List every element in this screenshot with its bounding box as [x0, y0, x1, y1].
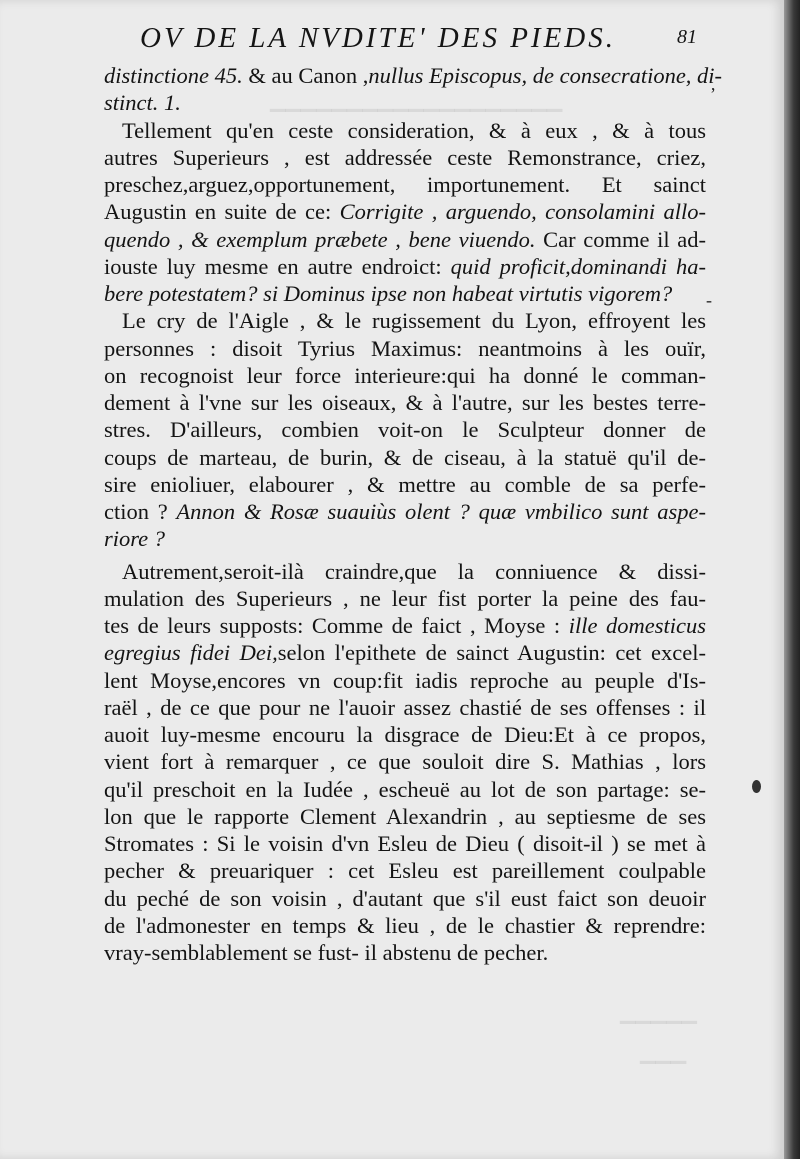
text-line: [104, 171, 706, 198]
text-line: [104, 585, 706, 612]
text-line: [104, 389, 706, 416]
roman-run: Stromates : Si le voisin d'vn Esleu de Dieu ( disoit-il ) se met à: [104, 831, 706, 856]
text-line: [104, 721, 706, 748]
roman-run: pecher & preuariquer : cet Esleu est pareillement coulpable: [104, 858, 706, 884]
text-line: [104, 280, 706, 307]
italic-run: quendo , & exemplum præbete , bene viuendo.: [104, 226, 536, 252]
roman-run: & au Canon ,: [242, 63, 369, 88]
roman-run: de l'admonester en temps & lieu , de le chastier & reprendre:: [104, 912, 706, 938]
page-number: 81: [677, 26, 697, 48]
text-line: [104, 416, 706, 443]
roman-run: Le cry de l'Aigle , & le rugissement du Lyon, effroyent les: [122, 308, 706, 334]
text-line: [104, 253, 706, 280]
roman-run: Augustin en suite de ce:: [104, 199, 340, 225]
roman-run: mulation des Superieurs , ne leur fist porter la peine des fau-: [104, 585, 706, 611]
roman-run: Tellement qu'en ceste consideration, & à eux , & à tous: [122, 117, 706, 143]
italic-run: distinctione 45.: [104, 63, 243, 88]
italic-run: Annon & Rosæ suauiùs olent ? quæ vmbilico sunt aspe-: [176, 499, 706, 524]
text-line: [104, 857, 706, 884]
text-line: [104, 525, 706, 552]
roman-run: raël , de ce que pour ne l'auoir assez chastié de ses offenses : il: [104, 694, 706, 720]
running-title: OV DE LA NVDITE' DES PIEDS.: [140, 22, 616, 54]
paragraph: [104, 117, 706, 308]
text-line: [104, 803, 706, 830]
show-through-text: ▁▁▁▁▁: [620, 1002, 697, 1024]
text-line: [104, 362, 706, 389]
italic-run: stinct. 1.: [104, 90, 181, 116]
roman-run: du peché de son voisin , d'autant que s'il eust faict son deuoir: [104, 885, 706, 911]
roman-run: ction ?: [104, 499, 177, 524]
italic-run: ille domesticus: [568, 613, 706, 638]
roman-run: personnes : disoit Tyrius Maximus: neantmoins à les ouïr,: [104, 335, 706, 361]
italic-run: nullus Episcopus, de consecratione, di-: [368, 63, 723, 88]
running-head: [140, 22, 700, 58]
roman-run: on recognoist leur force interieure:qui ha donné le comman-: [104, 362, 706, 388]
roman-run: tes de leurs supposts: Comme de faict , Moyse :: [104, 613, 569, 638]
roman-run: lent Moyse,encores vn coup:fit iadis reproche au peuple d'Is-: [104, 667, 706, 693]
roman-run: Car comme il ad-: [535, 226, 706, 252]
text-line: [104, 226, 706, 253]
text-line: [104, 307, 706, 334]
ink-spot: [752, 780, 761, 793]
text-line: [104, 498, 706, 525]
roman-run: iouste luy mesme en autre endroict:: [104, 253, 451, 279]
text-line: [104, 144, 706, 171]
text-line: [104, 335, 706, 362]
text-line: [104, 444, 706, 471]
roman-run: preschez,arguez,opportunement, importunement. Et sainct: [104, 172, 706, 197]
text-line: [104, 558, 706, 585]
italic-run: quid proficit,dominandi ha-: [450, 253, 706, 279]
roman-run: qu'il preschoit en la Iudée , escheuë au lot de son partage: se-: [104, 776, 706, 802]
roman-run: autres Superieurs , est addressée ceste Remonstrance, criez,: [104, 144, 706, 170]
text-line: [104, 939, 706, 966]
roman-run: vray-semblablement se fust- il abstenu de pecher.: [104, 940, 549, 965]
text-line: [104, 694, 706, 721]
text-line: [104, 830, 706, 857]
roman-run: stres. D'ailleurs, combien voit-on le Sculpteur donner de: [104, 417, 706, 443]
margin-dash-mark: -: [706, 290, 712, 310]
roman-run: vient fort à remarquer , ce que souloit dire S. Mathias , lors: [104, 749, 706, 775]
text-line: [104, 471, 706, 498]
text-line: [104, 912, 706, 939]
text-line: [104, 639, 706, 666]
roman-run: coups de marteau, de burin, & de ciseau, à la statuë qu'il de-: [104, 444, 706, 470]
show-through-text: ▁▁▁▁▁▁▁▁▁▁▁▁▁▁▁▁▁▁▁: [270, 90, 563, 112]
roman-run: sire enioliuer, elabourer , & mettre au comble de sa perfe-: [104, 471, 706, 497]
italic-run: riore ?: [104, 526, 166, 552]
text-line: [104, 748, 706, 775]
text-line: [104, 198, 706, 225]
roman-run: selon l'epithete de sainct Augustin: cet excel-: [277, 640, 706, 666]
page-edge-shadow: [784, 0, 800, 1159]
roman-run: dement à l'vne sur les oiseaux, & à l'autre, sur les bestes terre-: [104, 390, 706, 415]
text-line: [104, 612, 706, 639]
text-line: [104, 62, 723, 89]
roman-run: Autrement,seroit-ilà craindre,que la conniuence & dissi-: [122, 558, 706, 584]
text-line: [104, 667, 706, 694]
italic-run: bere potestatem? si Dominus ipse non habeat virtutis vigorem?: [104, 281, 673, 306]
paragraph: [104, 558, 706, 967]
roman-run: auoit luy-mesme encouru la disgrace de Dieu:Et à ce propos,: [104, 722, 706, 747]
italic-run: egregius fidei Dei,: [104, 640, 278, 666]
body-text: [104, 62, 723, 966]
paragraph: [104, 307, 706, 552]
text-line: [104, 885, 706, 912]
show-through-text: ▁▁▁: [640, 1042, 687, 1064]
text-line: [104, 776, 706, 803]
italic-run: Corrigite , arguendo, consolamini allo-: [339, 199, 706, 225]
text-line: [104, 117, 706, 144]
margin-tick-mark: ʼ: [710, 84, 716, 104]
roman-run: lon que le rapporte Clement Alexandrin , au septiesme de ses: [104, 803, 706, 829]
